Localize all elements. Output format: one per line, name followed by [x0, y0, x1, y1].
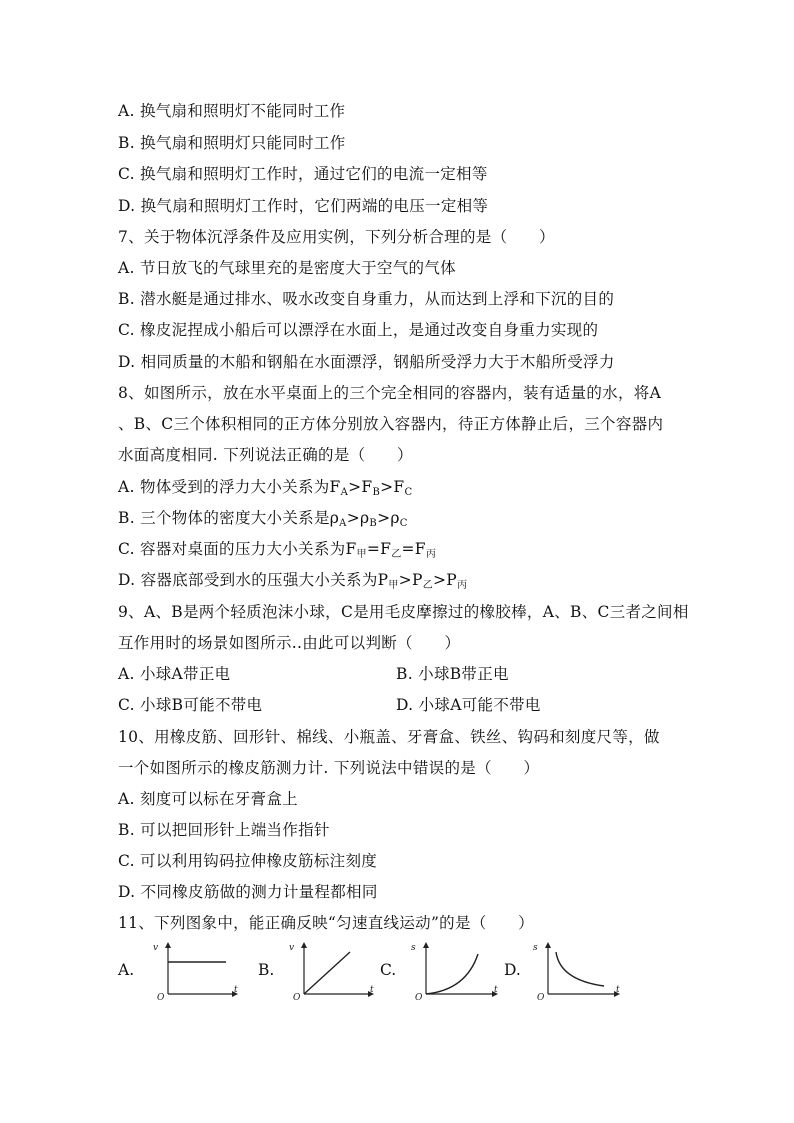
q11-graph-b-origin: O	[293, 993, 301, 1002]
q8-option-d: D. 容器底部受到水的压强大小关系为$P_甲>P_乙>P_丙$	[118, 571, 468, 591]
q6-option-c: C. 换气扇和照明灯工作时，通过它们的电流一定相等	[118, 165, 488, 183]
q11-graph-a-x-label: t	[234, 985, 238, 995]
q7-stem: 7、关于物体沉浮条件及应用实例，下列分析合理的是（ ）	[118, 228, 555, 246]
q7-option-b: B. 潜水艇是通过排水、吸水改变自身重力，从而达到上浮和下沉的目的	[118, 290, 615, 308]
q10-option-d: D. 不同橡皮筋做的测力计量程都相同	[118, 883, 378, 901]
q11-graph-c	[404, 940, 504, 1002]
q9-option-c: C. 小球B可能不带电	[118, 696, 263, 714]
q11-graph-d-origin: O	[537, 993, 545, 1002]
q10-option-a: A. 刻度可以标在牙膏盒上	[118, 790, 298, 808]
q11-graph-b-curve	[304, 952, 350, 994]
q10-stem-line-2: 一个如图所示的橡皮筋测力计. 下列说法中错误的是（ ）	[118, 759, 540, 777]
q11-option-c-label: C.	[380, 961, 397, 979]
q11-graph-c-curve	[426, 954, 478, 994]
q11-option-d-label: D.	[504, 961, 521, 979]
q11-graph-d-x-label: t	[616, 985, 620, 995]
q6-option-d: D. 换气扇和照明灯工作时，它们两端的电压一定相等	[118, 197, 489, 215]
q8-option-a: A. 物体受到的浮力大小关系为$F_A>F_B>F_C$	[118, 478, 413, 498]
q6-option-b: B. 换气扇和照明灯只能同时工作	[118, 134, 346, 152]
q11-graph-a-y-label: v	[153, 943, 159, 953]
q8-option-c: C. 容器对桌面的压力大小关系为$F_甲=F_乙=F_丙$	[118, 540, 437, 560]
q10-option-b: B. 可以把回形针上端当作指针	[118, 821, 330, 839]
q11-graph-c-origin: O	[415, 993, 423, 1002]
q11-graph-b-x-label: t	[370, 985, 374, 995]
q7-option-a: A. 节日放飞的气球里充的是密度大于空气的气体	[118, 259, 456, 277]
q11-graph-d	[526, 940, 626, 1002]
q8-option-b: B. 三个物体的密度大小关系是$\rho_A>\rho_B>\rho_C$	[118, 509, 408, 529]
q11-graph-b-y-label: v	[289, 943, 295, 953]
q11-graph-a	[146, 940, 242, 1002]
q9-option-d: D. 小球A可能不带电	[396, 696, 541, 714]
q9-stem-line-1: 9、A、B是两个轻质泡沫小球，C是用毛皮摩擦过的橡胶棒，A、B、C三者之间相	[118, 603, 689, 621]
q10-stem-line-1: 10、用橡皮筋、回形针、棉线、小瓶盖、牙膏盒、铁丝、钩码和刻度尺等，做	[118, 728, 660, 746]
q11-graph-options	[118, 940, 638, 1002]
q11-graph-c-y-label: s	[411, 943, 416, 953]
q11-option-b-label: B.	[258, 961, 275, 979]
q9-option-a: A. 小球A带正电	[118, 665, 231, 683]
q11-graph-a-origin: O	[157, 993, 165, 1002]
q8-stem-line-2: 、B、C三个体积相同的正方体分别放入容器内，待正方体静止后，三个容器内	[118, 415, 664, 433]
q7-option-d: D. 相同质量的木船和钢船在水面漂浮，钢船所受浮力大于木船所受浮力	[118, 353, 615, 371]
q9-option-b: B. 小球B带正电	[396, 665, 509, 683]
q11-stem: 11、下列图象中，能正确反映“匀速直线运动”的是（ ）	[118, 914, 534, 932]
q8-stem-line-1: 8、如图所示，放在水平桌面上的三个完全相同的容器内，装有适量的水，将A	[118, 384, 662, 402]
q7-option-c: C. 橡皮泥捏成小船后可以漂浮在水面上，是通过改变自身重力实现的	[118, 321, 599, 339]
q6-option-a: A. 换气扇和照明灯不能同时工作	[118, 102, 346, 120]
q11-graph-b	[282, 940, 378, 1002]
q10-option-c: C. 可以利用钩码拉伸橡皮筋标注刻度	[118, 852, 378, 870]
q9-stem-line-2: 互作用时的场景如图所示..由此可以判断（ ）	[118, 634, 461, 652]
q11-graph-d-y-label: s	[533, 943, 538, 953]
q11-option-a-label: A.	[118, 961, 135, 979]
q8-stem-line-3: 水面高度相同. 下列说法正确的是（ ）	[118, 446, 413, 464]
q11-graph-c-x-label: t	[494, 985, 498, 995]
q11-graph-d-curve	[556, 952, 604, 986]
